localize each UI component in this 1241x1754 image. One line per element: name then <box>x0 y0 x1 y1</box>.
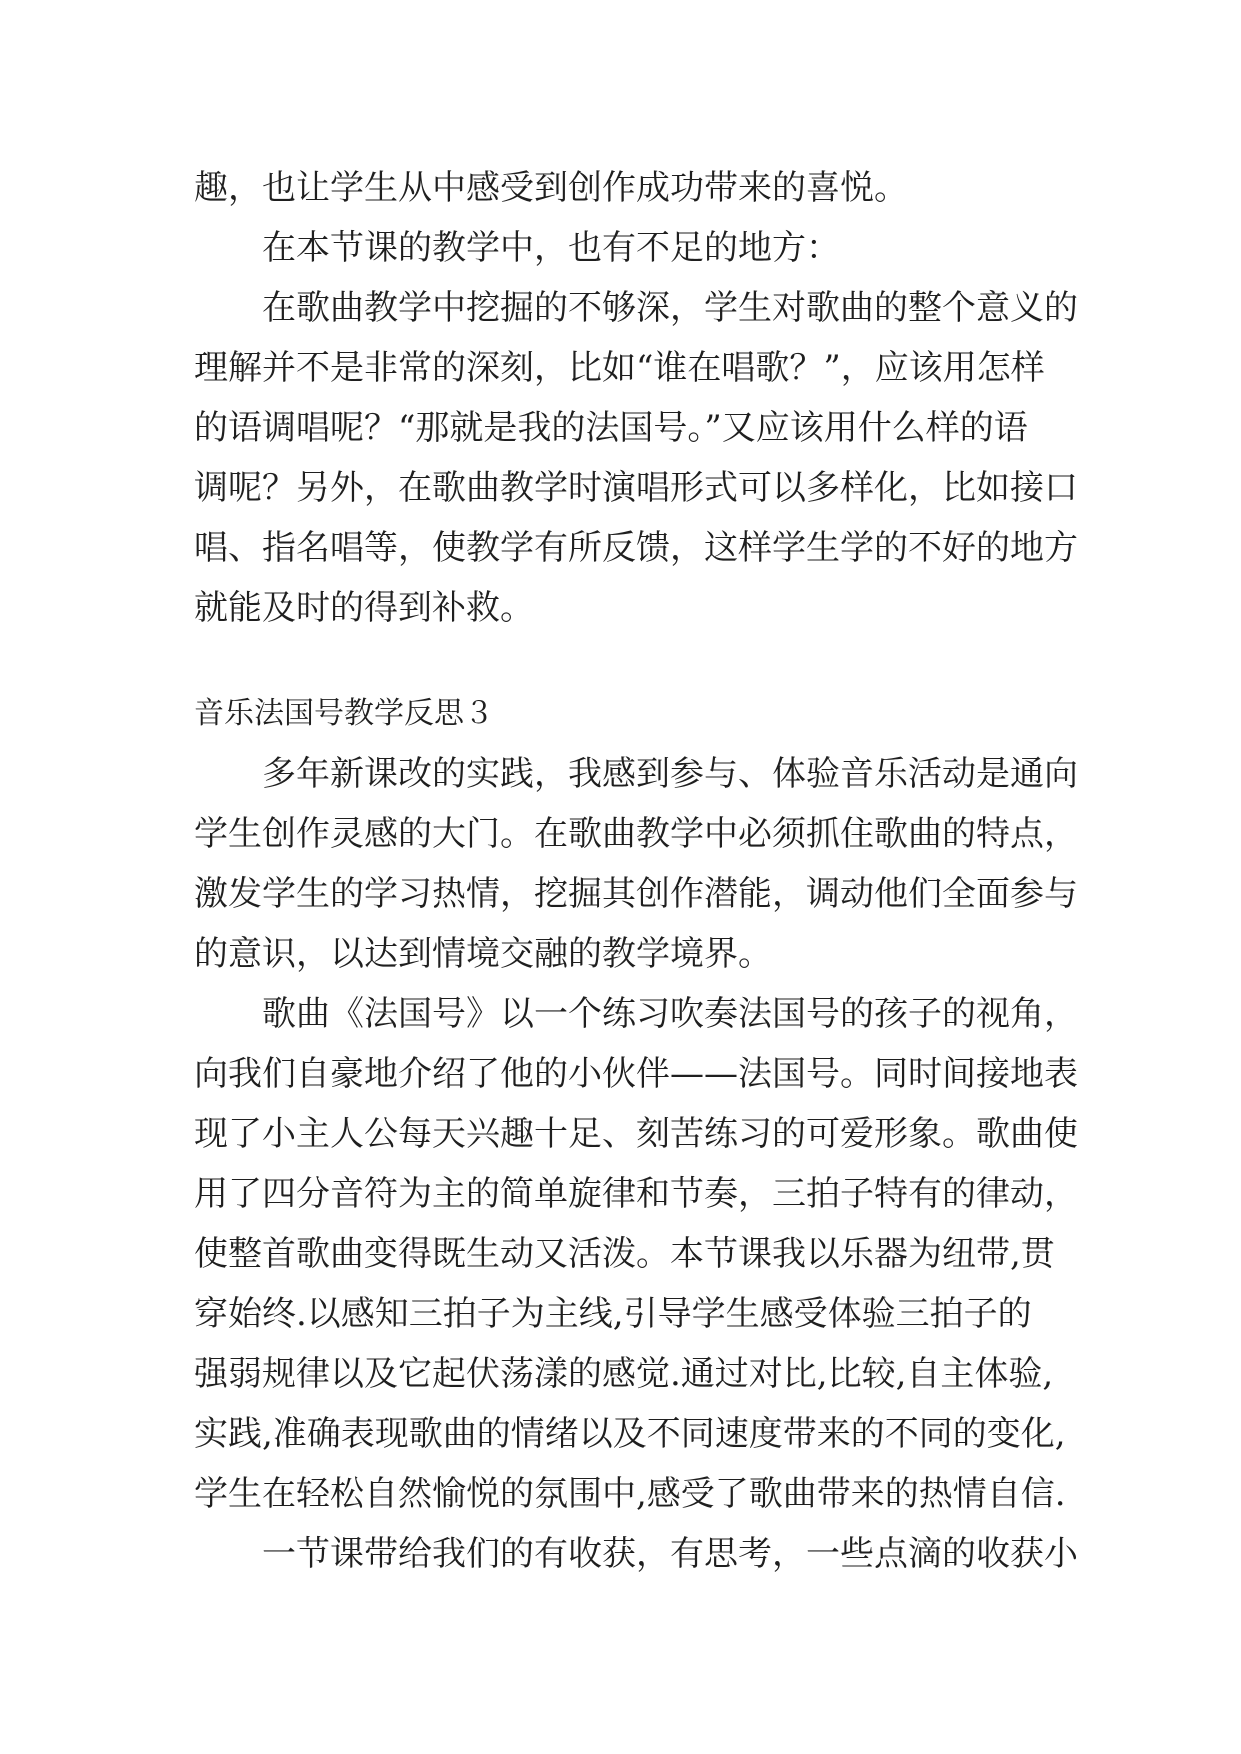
section-2 <box>194 684 1078 1584</box>
heading-text: 音乐法国号教学反思３ <box>194 696 494 731</box>
paragraph-practice <box>194 744 1078 984</box>
text-line: 的语调唱呢？“那就是我的法国号。”又应该用什么样的语 <box>194 408 1028 448</box>
paragraph-harvest <box>194 1524 1078 1584</box>
text-line: 向我们自豪地介绍了他的小伙伴——法国号。同时间接地表 <box>194 1054 1078 1094</box>
text-line: 一节课带给我们的有收获，有思考，一些点滴的收获小 <box>262 1534 1078 1574</box>
text-line: 的意识，以达到情境交融的教学境界。 <box>194 934 772 974</box>
text-line: 学生创作灵感的大门。在歌曲教学中必须抓住歌曲的特点， <box>194 814 1078 854</box>
section-heading <box>194 684 1054 744</box>
text-line: 用了四分音符为主的简单旋律和节奏，三拍子特有的律动， <box>194 1174 1078 1214</box>
section-1 <box>194 158 1078 638</box>
text-line: 趣，也让学生从中感受到创作成功带来的喜悦。 <box>194 168 908 208</box>
text-line: 激发学生的学习热情，挖掘其创作潜能，调动他们全面参与 <box>194 874 1078 914</box>
text-line: 多年新课改的实践，我感到参与、体验音乐活动是通向 <box>262 754 1078 794</box>
paragraph-shortcomings <box>194 278 1078 638</box>
text-line: 歌曲《法国号》以一个练习吹奏法国号的孩子的视角， <box>262 994 1078 1034</box>
text-line: 理解并不是非常的深刻，比如“谁在唱歌？”，应该用怎样 <box>194 348 1045 388</box>
paragraph-shortcomings-intro <box>194 218 1054 278</box>
text-line: 学生在轻松自然愉悦的氛围中,感受了歌曲带来的热情自信. <box>194 1474 1066 1514</box>
paragraph-song <box>194 984 1078 1524</box>
text-line: 实践,准确表现歌曲的情绪以及不同速度带来的不同的变化, <box>194 1414 1066 1454</box>
text-line: 在歌曲教学中挖掘的不够深，学生对歌曲的整个意义的 <box>262 288 1078 328</box>
paragraph-continuation <box>194 158 1054 218</box>
text-line: 在本节课的教学中，也有不足的地方： <box>262 228 840 268</box>
text-line: 强弱规律以及它起伏荡漾的感觉.通过对比,比较,自主体验, <box>194 1354 1054 1394</box>
text-line: 穿始终.以感知三拍子为主线,引导学生感受体验三拍子的 <box>194 1294 1032 1334</box>
text-line: 就能及时的得到补救。 <box>194 588 534 628</box>
text-line: 使整首歌曲变得既生动又活泼。本节课我以乐器为纽带,贯 <box>194 1234 1055 1274</box>
text-line: 现了小主人公每天兴趣十足、刻苦练习的可爱形象。歌曲使 <box>194 1114 1078 1154</box>
text-line: 调呢？另外，在歌曲教学时演唱形式可以多样化，比如接口 <box>194 468 1078 508</box>
text-line: 唱、指名唱等，使教学有所反馈，这样学生学的不好的地方 <box>194 528 1078 568</box>
